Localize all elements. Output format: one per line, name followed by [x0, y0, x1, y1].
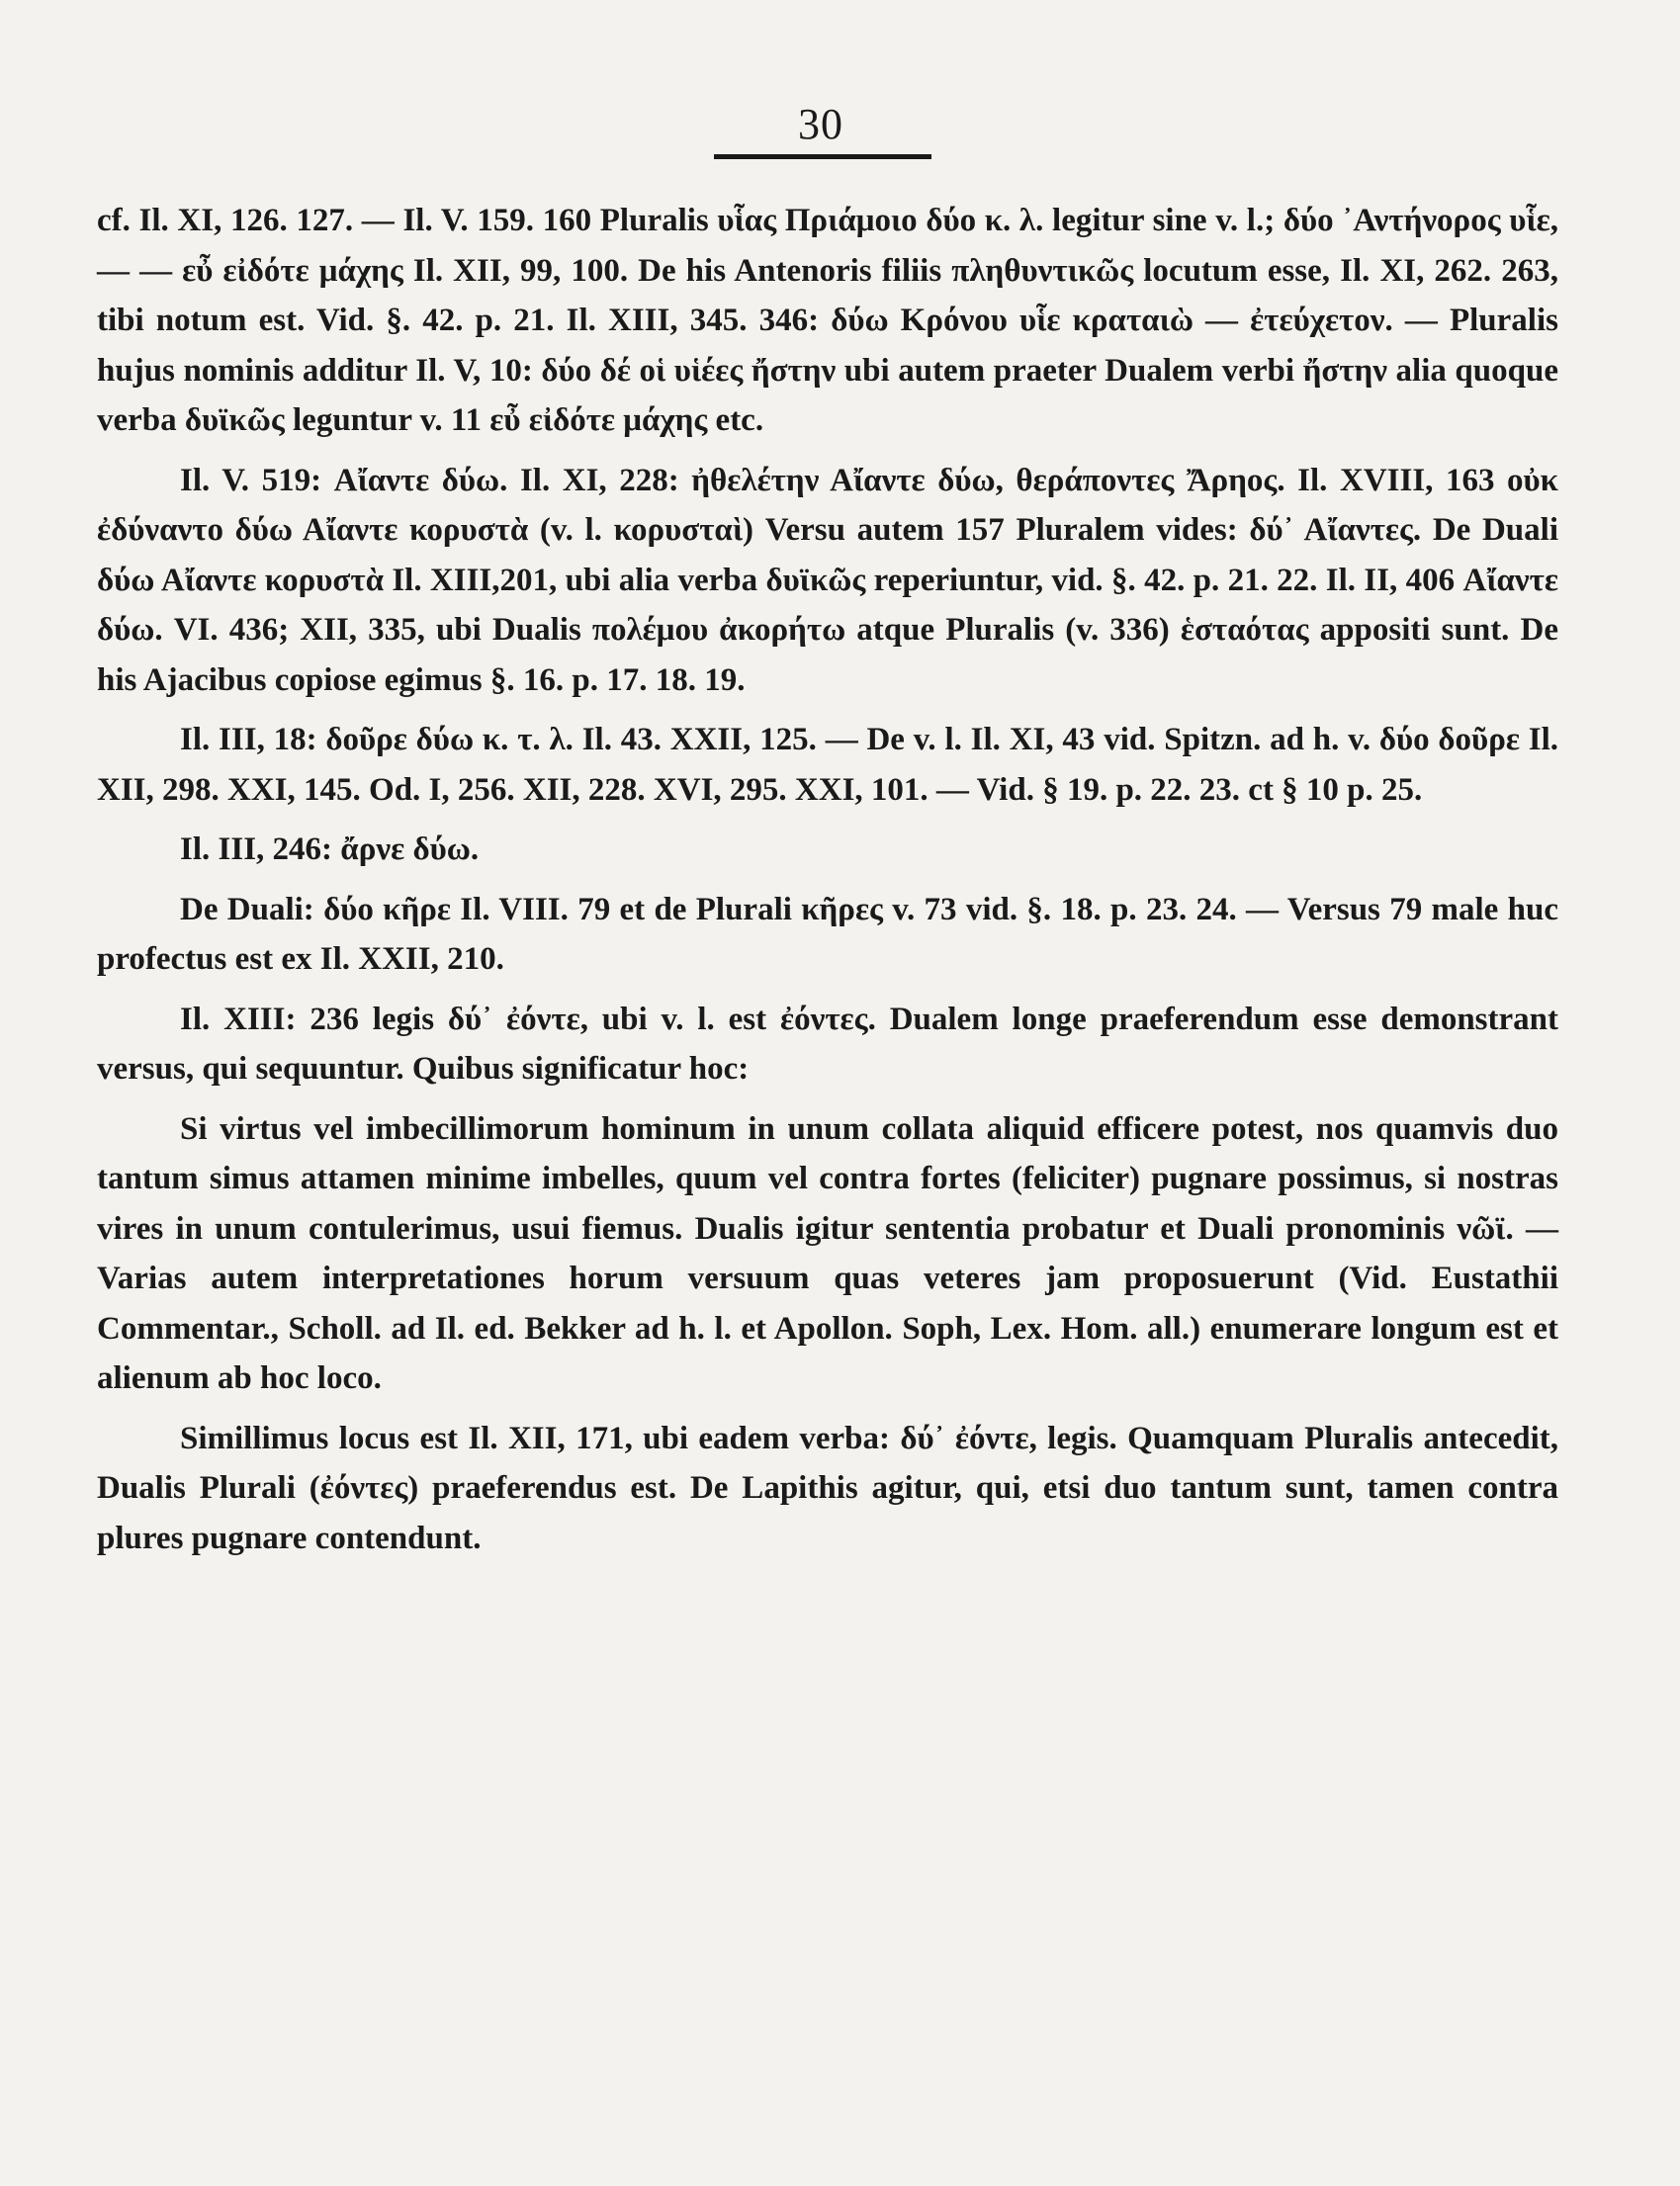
paragraph-6: Il. XIII: 236 legis δύ᾿ ἐόντε, ubi v. l. est ἐόντες. Dualem longe praeferendum esse demonstrant versus, qui sequuntur. Quibus significatur hoc: — [97, 1001, 1558, 1087]
body-text — [97, 196, 1558, 1573]
header-rule — [714, 154, 931, 159]
paragraph-8: Simillimus locus est Il. XII, 171, ubi eadem verba: δύ᾿ ἐόντε, legis. Quamquam Pluralis antecedit, Dualis Plurali (ἐόντες) praeferendus est. De Lapithis agitur, qui, etsi duo tantum sunt, tamen contra plures pugnare contendunt. — [97, 1420, 1558, 1556]
paragraph-2: Il. V. 519: Αἴαντε δύω. Il. XI, 228: ἠθελέτην Αἴαντε δύω, θεράποντες Ἄρηος. Il. XVIII, 163 οὐκ ἐδύναντο δύω Αἴαντε κορυστὰ (v. l. κορυσταὶ) Versu autem 157 Pluralem vides: δύ᾿ Αἴαντες. De Duali δύω Αἴαντε κορυστὰ Il. XIII,201, ubi alia verba δυϊκῶς reperiuntur, vid. §. 42. p. 21. 22. Il. II, 406 Αἴαντε δύω. VI. 436; XII, 335, ubi Dualis πολέμου ἀκορήτω atque Pluralis (v. 336) ἑσταότας appositi sunt. De his Ajacibus copiose egimus §. 16. p. 17. 18. 19. — [97, 462, 1558, 698]
paragraph-7: Si virtus vel imbecillimorum hominum in unum collata aliquid efficere potest, nos quamvis duo tantum simus attamen minime imbelles, quum vel contra fortes (feliciter) pugnare possimus, si nostras vires in unum contulerimus, usui fiemus. Dualis igitur sententia probatur et Duali pronominis νῶϊ. — Varias autem interpretationes horum versuum quas veteres jam proposuerunt (Vid. Eustathii Commentar., Scholl. ad Il. ed. Bekker ad h. l. et Apollon. Soph, Lex. Hom. all.) enumerare longum est et alienum ab hoc loco. — [97, 1110, 1558, 1396]
paragraph-3: Il. III, 18: δοῦρε δύω κ. τ. λ. Il. 43. XXII, 125. — De v. l. Il. XI, 43 vid. Spitzn. ad h. v. δύο δοῦρε Il. XII, 298. XXI, 145. Od. I, 256. XII, 228. XVI, 295. XXI, 101. — Vid. § 19. p. 22. 23. ct § 10 p. 25. — [97, 722, 1558, 808]
page-number: 30 — [798, 100, 843, 148]
paragraph-1: cf. Il. XI, 126. 127. — Il. V. 159. 160 Pluralis υἷας Πριάμοιο δύο κ. λ. legitur sine v. l.; δύο ᾿Αντήνορος υἷε, — — εὖ εἰδότε μάχης Il. XII, 99, 100. De his Antenoris filiis πληθυντικῶς locutum esse, Il. XI, 262. 263, tibi notum est. Vid. §. 42. p. 21. Il. XIII, 345. 346: δύω Κρόνου υἷε κραταιὼ — ἐτεύχετον. — Pluralis hujus nominis additur Il. V, 10: δύο δέ οἱ υἱέες ἤστην ubi autem praeter Dualem verbi ἤστην alia quoque verba δυϊκῶς leguntur v. 11 εὖ εἰδότε μάχης etc. — [97, 203, 1558, 438]
paragraph-5: De Duali: δύο κῆρε Il. VIII. 79 et de Plurali κῆρες v. 73 vid. §. 18. p. 23. 24. — Versus 79 male huc profectus est ex Il. XXII, 210. — [97, 891, 1558, 977]
paragraph-4: Il. III, 246: ἄρνε δύω. — [180, 831, 480, 867]
